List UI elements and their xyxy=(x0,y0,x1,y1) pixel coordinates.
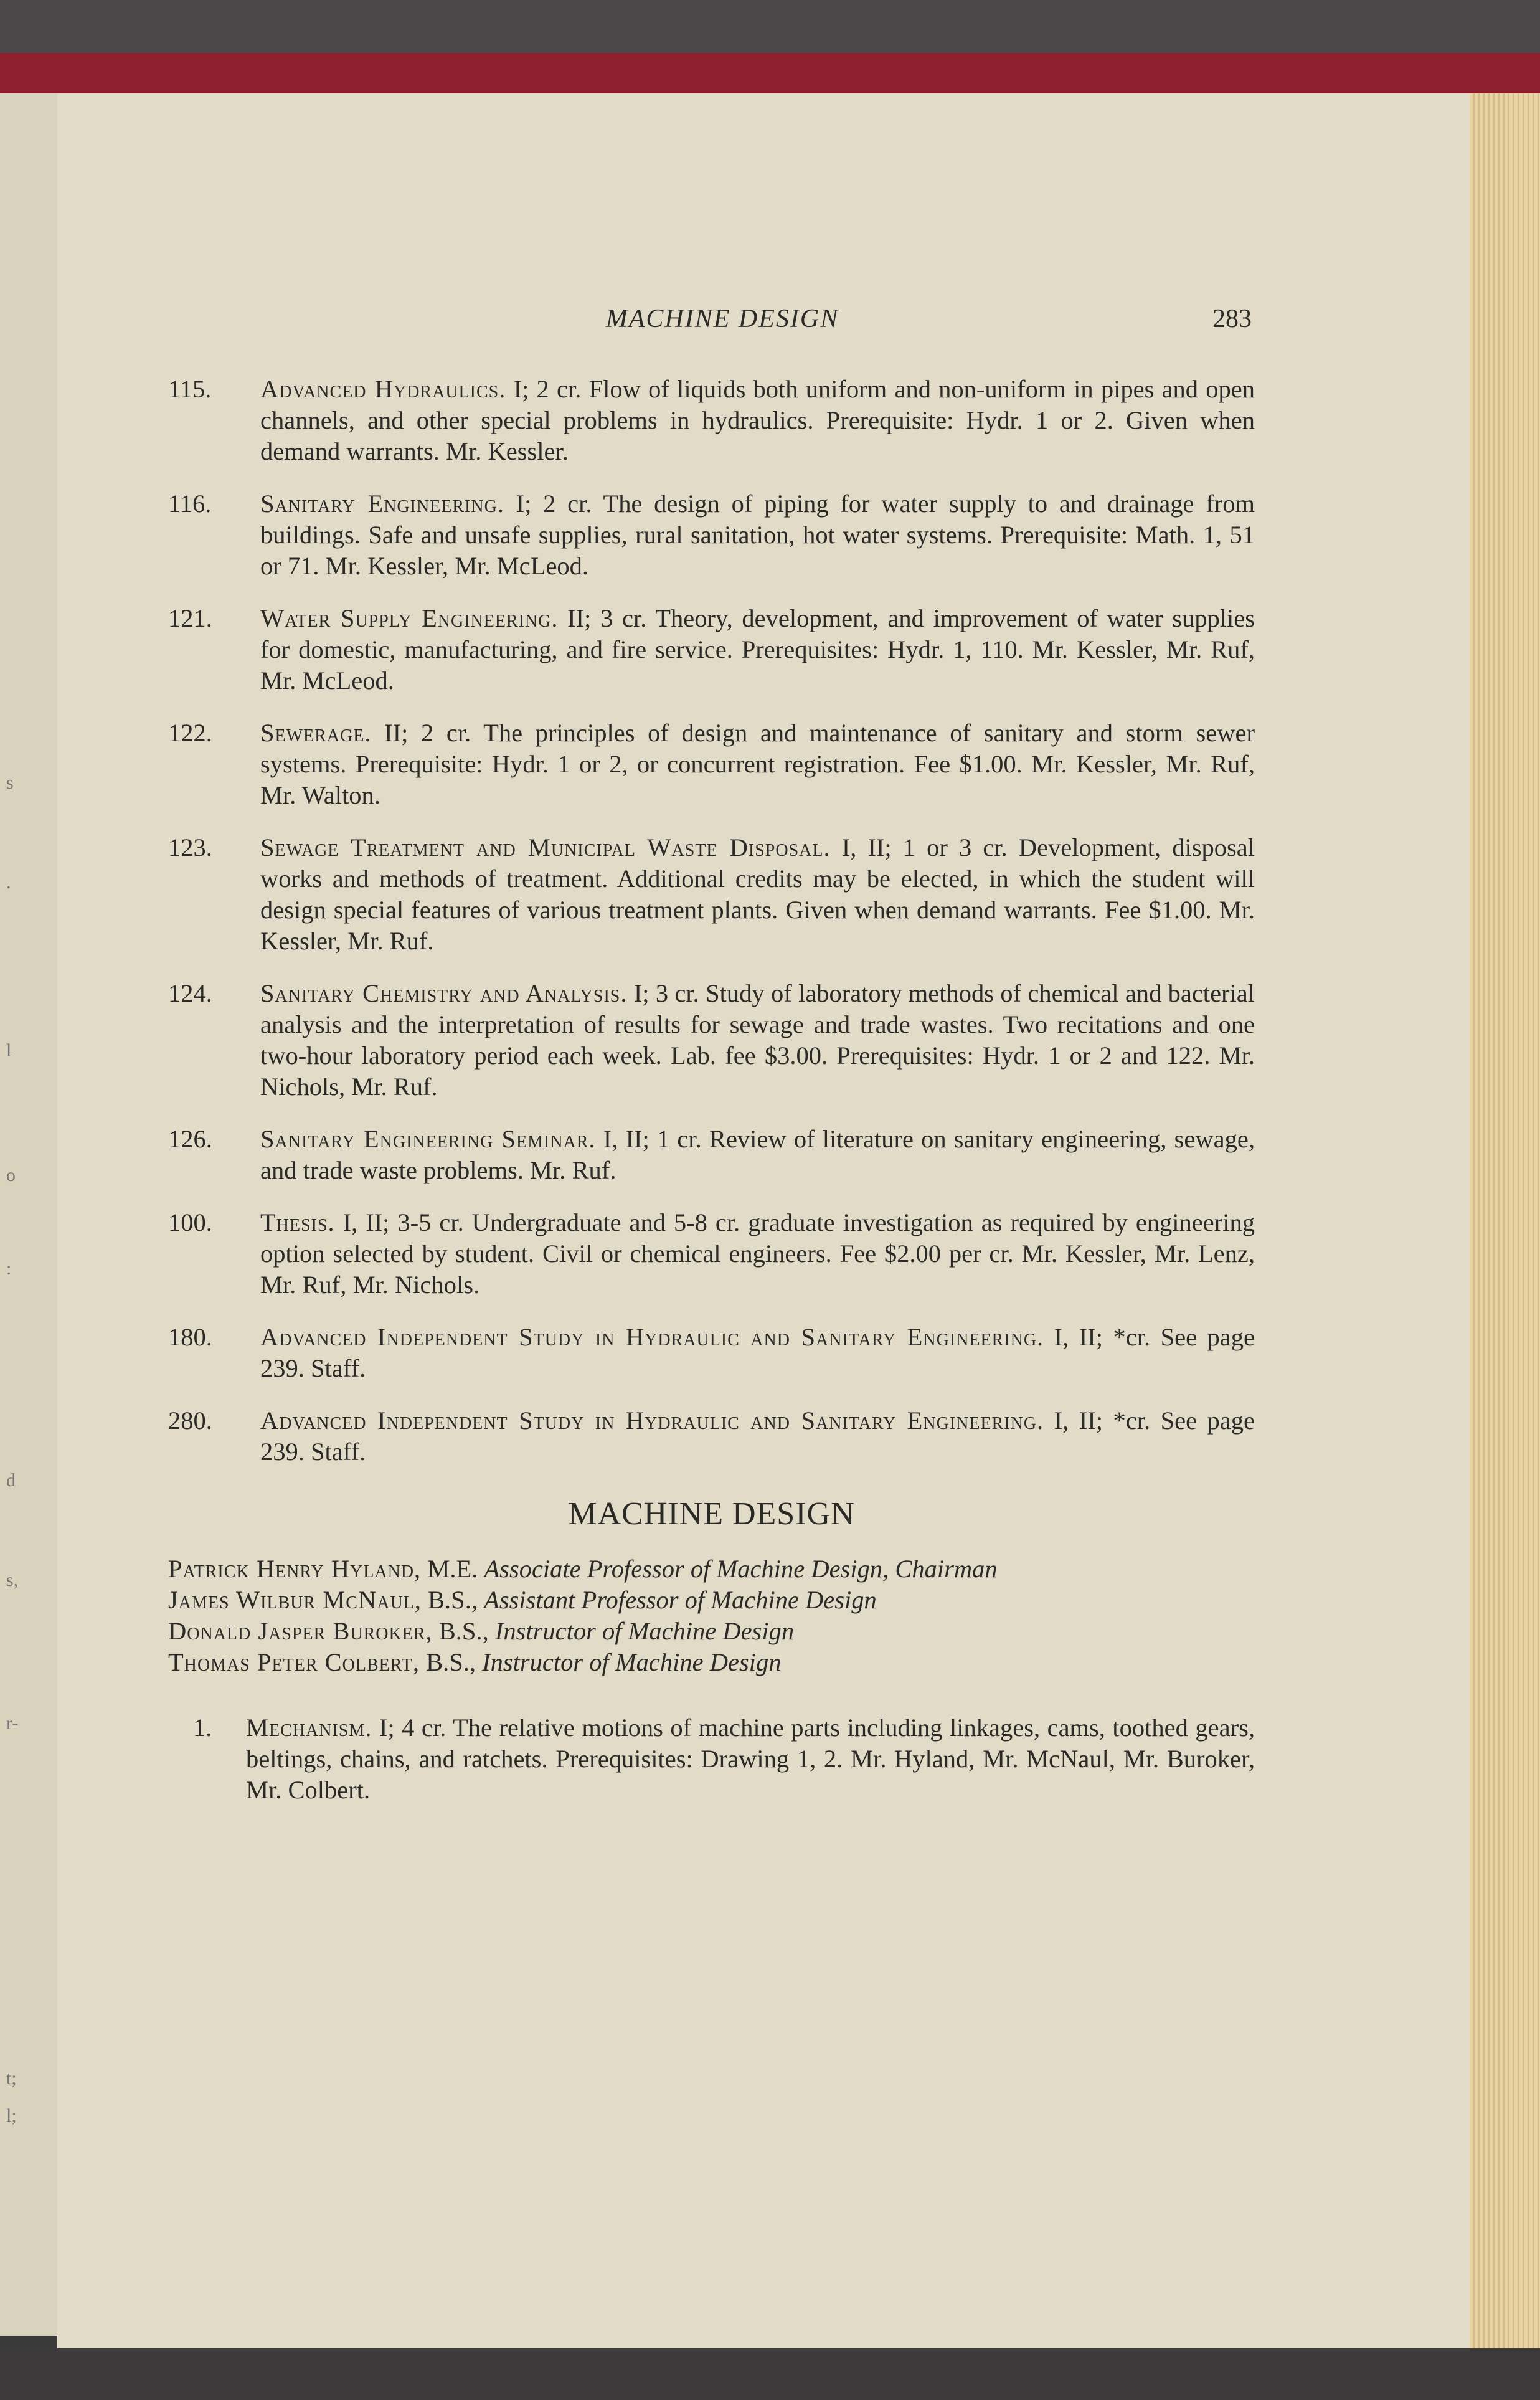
margin-mark: . xyxy=(6,872,11,893)
course-description: I, II; 1 cr. Review of literature on sanitary engineering, sewage, and trade waste problems. Mr. Ruf. xyxy=(260,1125,1255,1184)
page-stack-edge xyxy=(1470,93,1540,2348)
margin-mark: r- xyxy=(6,1713,19,1734)
faculty-degree: B.S., xyxy=(421,1586,484,1614)
section-heading: MACHINE DESIGN xyxy=(568,1496,855,1532)
margin-mark: d xyxy=(6,1470,16,1491)
course-title: Sewage Treatment and Municipal Waste Disposal. xyxy=(260,833,831,861)
margin-mark: l xyxy=(6,1040,12,1061)
course-entry xyxy=(168,374,1255,467)
course-description: II; 3 cr. Theory, development, and improvement of water supplies for domestic, manufacturing, and fire service. Prerequisites: Hydr. 1, 110. Mr. Kessler, Mr. Ruf, Mr. McLeod. xyxy=(260,604,1255,695)
faculty-degree: M.E. xyxy=(421,1555,484,1583)
faculty-entry xyxy=(168,1616,1255,1647)
margin-mark: : xyxy=(6,1258,12,1279)
course-description: I, II; 1 or 3 cr. Development, disposal works and methods of treatment. Additional credits may be elected, in which the student will design special features of various treatment plants. Given when demand warrants. Fee $1.00. Mr. Kessler, Mr. Ruf. xyxy=(260,833,1255,955)
course-title: Mechanism. xyxy=(246,1714,372,1742)
course-title: Thesis. xyxy=(260,1208,335,1236)
faculty-title: Instructor of Machine Design xyxy=(494,1617,795,1645)
course-entry xyxy=(168,978,1255,1103)
margin-mark: l; xyxy=(6,2105,17,2126)
faculty-name: James Wilbur McNaul, xyxy=(168,1586,422,1614)
course-title: Advanced Hydraulics. xyxy=(260,375,506,403)
course-title: Sanitary Engineering Seminar. xyxy=(260,1125,596,1153)
book-cover-edge xyxy=(0,53,1540,98)
page-content xyxy=(168,374,1255,1827)
course-description: II; 2 cr. The principles of design and maintenance of sanitary and storm sewer systems. Prerequisite: Hydr. 1 or 2, or concurrent registration. Fee $1.00. Mr. Kessler, Mr. Ruf, Mr. Walton. xyxy=(260,719,1255,809)
scan-bottom-background xyxy=(0,2348,1540,2400)
page-number: 283 xyxy=(1212,305,1252,333)
course-description: I, II; *cr. See page 239. Staff. xyxy=(260,1406,1255,1466)
course-number: 121. xyxy=(168,604,212,632)
margin-mark: t; xyxy=(6,2068,17,2089)
course-entry xyxy=(168,488,1255,582)
course-description: I; 2 cr. The design of piping for water supply to and drainage from buildings. Safe and unsafe supplies, rural sanitation, hot water systems. Prerequisite: Math. 1, 51 or 71. Mr. Kessler, Mr. McLeod. xyxy=(260,490,1255,580)
course-title: Water Supply Engineering. xyxy=(260,604,559,632)
course-entry xyxy=(168,1124,1255,1186)
course-description: I, II; *cr. See page 239. Staff. xyxy=(260,1323,1255,1382)
faculty-name: Patrick Henry Hyland, xyxy=(168,1555,422,1583)
course-entry xyxy=(168,1405,1255,1468)
margin-mark: s xyxy=(6,772,14,793)
course-number: 1. xyxy=(193,1714,212,1742)
course-number: 280. xyxy=(168,1406,212,1435)
course-number: 122. xyxy=(168,719,212,747)
faculty-degree: B.S., xyxy=(432,1617,495,1645)
course-entry xyxy=(168,1712,1255,1806)
faculty-entry xyxy=(168,1553,1255,1585)
course-entry xyxy=(168,603,1255,696)
page-header xyxy=(193,304,1252,341)
course-title: Sanitary Engineering. xyxy=(260,490,504,518)
course-number: 124. xyxy=(168,979,212,1007)
course-number: 180. xyxy=(168,1323,212,1351)
faculty-list xyxy=(168,1553,1255,1678)
course-title: Sewerage. xyxy=(260,719,372,747)
margin-mark: s, xyxy=(6,1570,19,1590)
margin-mark: o xyxy=(6,1165,16,1185)
course-number: 126. xyxy=(168,1125,212,1153)
course-entry xyxy=(168,1322,1255,1384)
course-number: 116. xyxy=(168,490,212,518)
faculty-entry xyxy=(168,1647,1255,1678)
course-description: I; 3 cr. Study of laboratory methods of chemical and bacterial analysis and the interpretation of results for sewage and trade wastes. Two recitations and one two-hour laboratory period each week. Lab. fee $3.00. Prerequisites: Hydr. 1 or 2 and 122. Mr. Nichols, Mr. Ruf. xyxy=(260,979,1255,1101)
course-number: 115. xyxy=(168,375,212,403)
course-number: 123. xyxy=(168,833,212,861)
course-entry xyxy=(168,832,1255,957)
facing-page-edge xyxy=(0,93,59,2336)
course-title: Advanced Independent Study in Hydraulic and Sanitary Engineering. xyxy=(260,1323,1044,1351)
scan-top-background xyxy=(0,0,1540,53)
faculty-entry xyxy=(168,1585,1255,1616)
faculty-name: Donald Jasper Buroker, xyxy=(168,1617,433,1645)
course-entry xyxy=(168,1207,1255,1301)
faculty-degree: B.S., xyxy=(419,1648,483,1676)
faculty-title: Assistant Professor of Machine Design xyxy=(484,1586,877,1614)
course-entry xyxy=(168,718,1255,811)
course-description: I; 4 cr. The relative motions of machine parts including linkages, cams, toothed gears, beltings, chains, and ratchets. Prerequisites: Drawing 1, 2. Mr. Hyland, Mr. McNaul, Mr. Buroker, Mr. Colbert. xyxy=(246,1714,1255,1804)
course-number: 100. xyxy=(168,1208,212,1236)
faculty-title: Associate Professor of Machine Design, Chairman xyxy=(484,1555,998,1583)
course-title: Advanced Independent Study in Hydraulic and Sanitary Engineering. xyxy=(260,1406,1044,1435)
course-description: I, II; 3-5 cr. Undergraduate and 5-8 cr. graduate investigation as required by engineering option selected by student. Civil or chemical engineers. Fee $2.00 per cr. Mr. Kessler, Mr. Lenz, Mr. Ruf, Mr. Nichols. xyxy=(260,1208,1255,1299)
running-title: MACHINE DESIGN xyxy=(605,305,839,333)
course-title: Sanitary Chemistry and Analysis. xyxy=(260,979,628,1007)
course-description: I; 2 cr. Flow of liquids both uniform and non-uniform in pipes and open channels, and other special problems in hydraulics. Prerequisite: Hydr. 1 or 2. Given when demand warrants. Mr. Kessler. xyxy=(260,375,1255,465)
faculty-title: Instructor of Machine Design xyxy=(482,1648,782,1676)
faculty-name: Thomas Peter Colbert, xyxy=(168,1648,420,1676)
